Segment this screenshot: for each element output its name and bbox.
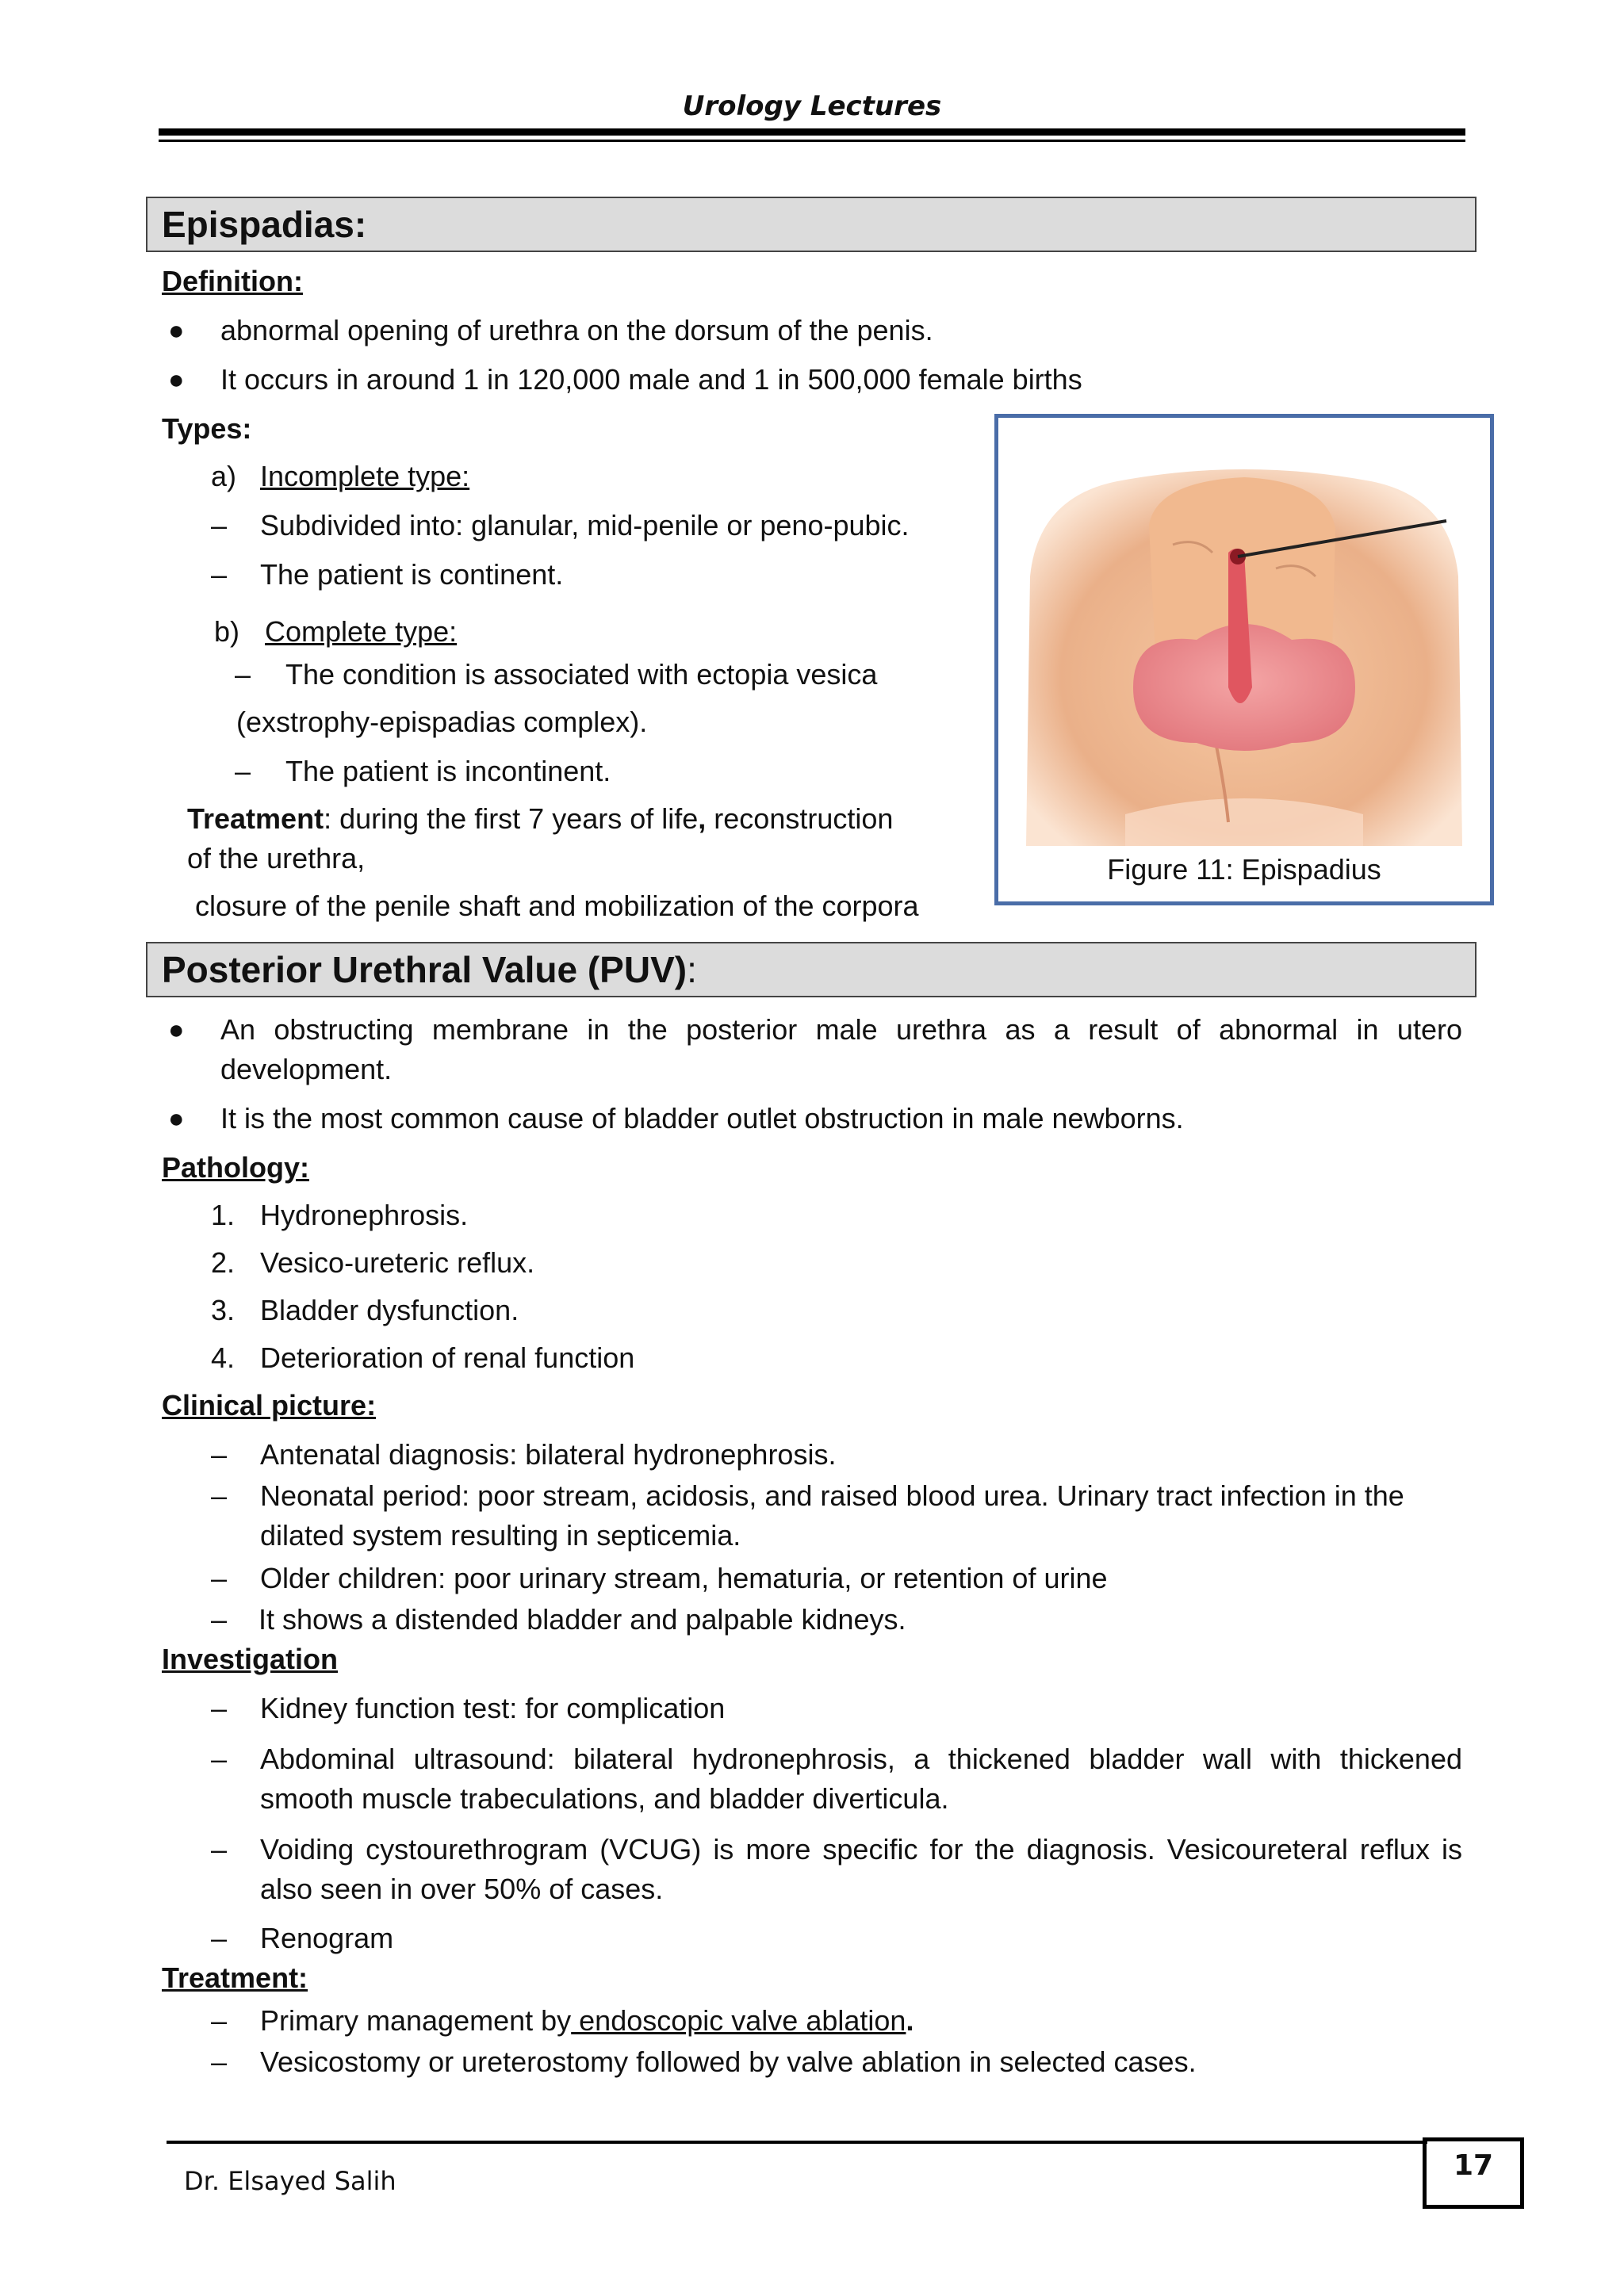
- pathology-num: 1.: [211, 1199, 236, 1231]
- bullet-icon: ●: [168, 1015, 185, 1045]
- types-label: Types:: [162, 412, 252, 445]
- header-rule-thick: [159, 128, 1465, 136]
- definition-item: It occurs in around 1 in 120,000 male and 1 in 500,000 female births: [220, 363, 1082, 396]
- dash-icon: –: [211, 1562, 228, 1594]
- footer-rule: [167, 2141, 1427, 2144]
- treatment-period: .: [906, 2004, 914, 2037]
- type-b-marker: b): [214, 615, 240, 648]
- type-b-item-continuation: (exstrophy-epispadias complex).: [236, 706, 648, 738]
- running-header-title: Urology Lectures: [682, 90, 942, 122]
- dash-icon: –: [211, 509, 228, 541]
- type-b-item: The condition is associated with ectopia vesica: [285, 658, 878, 691]
- section-heading-colon: :: [687, 949, 697, 990]
- dash-icon: –: [211, 1833, 228, 1866]
- figure-caption: Figure 11: Epispadius: [1107, 853, 1381, 886]
- pathology-num: 4.: [211, 1341, 236, 1374]
- dash-icon: –: [211, 2004, 228, 2037]
- clinical-item: Antenatal diagnosis: bilateral hydronephrosis.: [260, 1438, 837, 1471]
- definition-label: Definition:: [162, 265, 303, 297]
- pathology-num: 2.: [211, 1246, 236, 1279]
- dash-icon: –: [235, 658, 251, 691]
- footer-author: Dr. Elsayed Salih: [184, 2166, 396, 2196]
- clinical-picture-label: Clinical picture:: [162, 1389, 377, 1422]
- puv-intro-item: An obstructing membrane in the posterior male urethra as a result of abnormal in utero development.: [220, 1013, 1462, 1085]
- treatment-label: Treatment: [187, 802, 324, 835]
- treatment-text: reconstruction: [706, 802, 894, 835]
- treatment-label-puv: Treatment:: [162, 1961, 308, 1994]
- type-a-item: The patient is continent.: [260, 558, 564, 591]
- dash-icon: –: [211, 1922, 228, 1954]
- type-b-label: Complete type:: [265, 615, 458, 648]
- puv-treatment-item: Vesicostomy or ureterostomy followed by valve ablation in selected cases.: [260, 2045, 1197, 2078]
- puv-intro-item: It is the most common cause of bladder outlet obstruction in male newborns.: [220, 1102, 1184, 1135]
- section-heading-text: Epispadias:: [162, 204, 367, 245]
- clinical-item: Older children: poor urinary stream, hematuria, or retention of urine: [260, 1562, 1108, 1594]
- dash-icon: –: [211, 1743, 228, 1775]
- investigation-item: Renogram: [260, 1922, 394, 1954]
- dash-icon: –: [235, 755, 251, 787]
- treatment-prefix: Primary management by: [260, 2004, 572, 2037]
- bullet-icon: ●: [168, 1104, 185, 1134]
- pathology-item: Deterioration of renal function: [260, 1341, 635, 1374]
- investigation-item: Voiding cystourethrogram (VCUG) is more specific for the diagnosis. Vesicoureteral reflux is also seen in over 50% of cases.: [260, 1833, 1462, 1905]
- type-a-marker: a): [211, 460, 237, 492]
- pathology-label: Pathology:: [162, 1151, 309, 1184]
- type-a-label: Incomplete type:: [260, 460, 470, 492]
- type-b-item: The patient is incontinent.: [285, 755, 611, 787]
- pathology-item: Bladder dysfunction.: [260, 1294, 519, 1326]
- section-heading-epispadias: [146, 197, 1477, 252]
- dash-icon: –: [211, 1692, 228, 1724]
- investigation-item: Kidney function test: for complication: [260, 1692, 726, 1724]
- dash-icon: –: [211, 1603, 228, 1636]
- investigation-label: Investigation: [162, 1643, 339, 1675]
- treatment-text: : during the first 7 years of life: [324, 802, 699, 835]
- dash-icon: –: [211, 558, 228, 591]
- puv-treatment-item: [260, 2001, 914, 2041]
- type-a-item: Subdivided into: glanular, mid-penile or peno-pubic.: [260, 509, 910, 541]
- treatment-comma: ,: [698, 802, 707, 835]
- treatment-line-3: closure of the penile shaft and mobilization of the corpora: [195, 890, 919, 922]
- dash-icon: –: [211, 1438, 228, 1471]
- section-heading-puv: [146, 942, 1477, 997]
- treatment-line-1: [187, 799, 893, 839]
- section-heading-text: Posterior Urethral Value (PUV): [162, 949, 688, 990]
- clinical-item: Neonatal period: poor stream, acidosis, and raised blood urea. Urinary tract infection in the dilated system resulting in septicemia.: [260, 1479, 1404, 1552]
- pathology-item: Vesico-ureteric reflux.: [260, 1246, 535, 1279]
- header-rule-thin: [159, 140, 1465, 142]
- figure-epispadias: [994, 414, 1494, 905]
- bullet-icon: ●: [168, 365, 185, 395]
- treatment-emphasis: endoscopic valve ablation: [571, 2004, 906, 2037]
- dash-icon: –: [211, 1479, 228, 1512]
- epispadias-illustration: [1014, 450, 1474, 846]
- pathology-item: Hydronephrosis.: [260, 1199, 469, 1231]
- investigation-item: Abdominal ultrasound: bilateral hydronephrosis, a thickened bladder wall with thickened smooth muscle trabeculations, and bladder diverticula.: [260, 1743, 1462, 1815]
- definition-item: abnormal opening of urethra on the dorsum of the penis.: [220, 314, 933, 346]
- pathology-num: 3.: [211, 1294, 236, 1326]
- bullet-icon: ●: [168, 316, 185, 346]
- treatment-line-2: of the urethra,: [187, 842, 366, 874]
- clinical-item: It shows a distended bladder and palpable kidneys.: [259, 1603, 906, 1636]
- dash-icon: –: [211, 2045, 228, 2078]
- page-number: 17: [1423, 2137, 1524, 2209]
